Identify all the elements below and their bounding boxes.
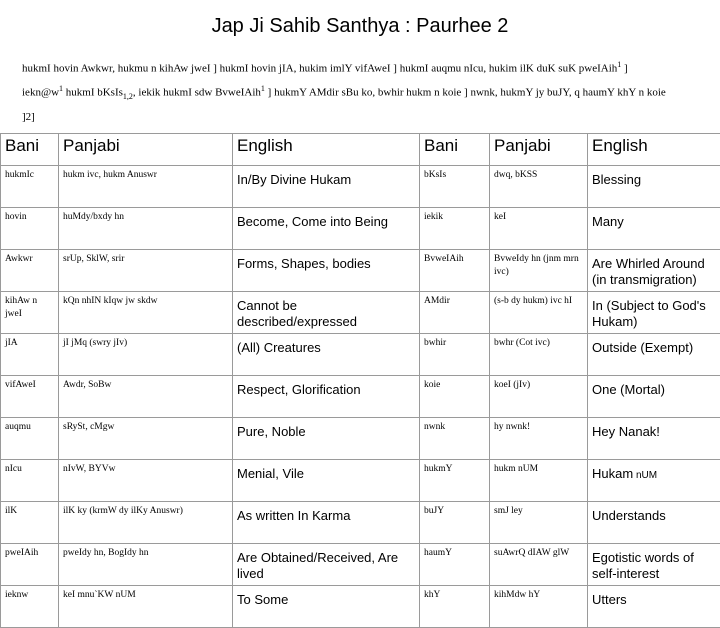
english-1-cell-text: Cannot be described/expressed (237, 298, 357, 329)
panjabi-2-cell (490, 418, 588, 460)
panjabi-2-cell (490, 166, 588, 208)
table-row (1, 544, 720, 586)
bani-1-cell (1, 334, 59, 376)
english-2-suffix: nUM (633, 470, 657, 481)
panjabi-2-cell-text: kihMdw hY (494, 590, 540, 600)
english-1-cell-text: To Some (237, 592, 288, 607)
panjabi-1-cell (59, 208, 233, 250)
bani-1-cell-text: hukmIc (5, 170, 34, 180)
bani-1-cell-text: nIcu (5, 464, 22, 474)
header-panjabi-1: Panjabi (59, 134, 233, 166)
bani-1-cell (1, 376, 59, 418)
table-row (1, 460, 720, 502)
verse-superscript: 1 (617, 60, 621, 69)
panjabi-1-cell (59, 544, 233, 586)
english-2-cell-text: Many (592, 214, 624, 229)
page-title: Jap Ji Sahib Santhya : Paurhee 2 (0, 14, 720, 38)
panjabi-2-cell (490, 544, 588, 586)
bani-2-cell (420, 376, 490, 418)
bani-2-cell (420, 292, 490, 334)
bani-2-cell (420, 460, 490, 502)
bani-2-cell (420, 334, 490, 376)
panjabi-2-cell (490, 334, 588, 376)
english-2-cell-text: Utters (592, 592, 627, 607)
panjabi-2-cell-text: keI (494, 212, 506, 222)
verse-subscript: 1,2 (123, 92, 133, 101)
bani-1-cell (1, 208, 59, 250)
bani-2-cell (420, 544, 490, 586)
bani-2-cell-text: AMdir (424, 296, 450, 306)
panjabi-1-cell (59, 166, 233, 208)
bani-1-cell-text: Awkwr (5, 254, 33, 264)
bani-2-cell-text: haumY (424, 548, 452, 558)
bani-1-cell-text: hovin (5, 212, 27, 222)
verse-line-2a: iekn@w (22, 86, 59, 98)
bani-2-cell-text: nwnk (424, 422, 445, 432)
panjabi-2-cell (490, 586, 588, 628)
english-2-cell-text: In (Subject to God's Hukam) (592, 298, 706, 329)
panjabi-1-cell (59, 502, 233, 544)
header-english-1: English (233, 134, 420, 166)
table-row (1, 208, 720, 250)
bani-1-cell-text: vifAweI (5, 380, 36, 390)
header-bani-2: Bani (420, 134, 490, 166)
bani-2-cell (420, 502, 490, 544)
english-1-cell-text: (All) Creatures (237, 340, 321, 355)
english-2-cell (588, 208, 720, 250)
panjabi-2-cell (490, 292, 588, 334)
panjabi-1-cell-text: keI mnu`KW nUM (63, 590, 136, 600)
english-1-cell (233, 208, 420, 250)
bani-1-cell-text: kihAw n jweI (5, 296, 37, 319)
english-1-cell (233, 460, 420, 502)
panjabi-1-cell-text: jI jMq (swry jIv) (63, 338, 127, 348)
english-1-cell (233, 586, 420, 628)
english-1-cell-text: As written In Karma (237, 508, 350, 523)
english-2-cell-text: Hey Nanak! (592, 424, 660, 439)
verse-line-1-end: ] (621, 63, 627, 75)
bani-1-cell (1, 166, 59, 208)
table-header-row (1, 134, 720, 166)
verse-line-2d: ] hukmY AMdir sBu ko, bwhir hukm n koie ] nwnk, hukmY jy buJY, q haumY khY n koie (265, 86, 666, 98)
verse-line-2c: , iekik hukmI sdw BvweIAih (133, 86, 261, 98)
bani-1-cell (1, 460, 59, 502)
table-row (1, 250, 720, 292)
english-1-cell-text: Menial, Vile (237, 466, 304, 481)
panjabi-1-cell-text: srUp, SklW, srir (63, 254, 124, 264)
bani-1-cell (1, 544, 59, 586)
bani-1-cell (1, 292, 59, 334)
table-row (1, 376, 720, 418)
table-row (1, 502, 720, 544)
panjabi-2-cell-text: BvweIdy hn (jnm mrn ivc) (494, 254, 579, 277)
bani-2-cell (420, 250, 490, 292)
table-row (1, 334, 720, 376)
panjabi-1-cell (59, 376, 233, 418)
english-2-cell-text: Are Whirled Around (in transmigration) (592, 256, 705, 287)
panjabi-1-cell (59, 292, 233, 334)
panjabi-2-cell (490, 250, 588, 292)
english-2-cell-text: Hukam (592, 466, 633, 481)
english-1-cell-text: Respect, Glorification (237, 382, 361, 397)
english-1-cell (233, 250, 420, 292)
panjabi-1-cell-text: Awdr, SoBw (63, 380, 111, 390)
panjabi-2-cell (490, 460, 588, 502)
english-2-cell (588, 544, 720, 586)
bani-1-cell-text: ilK (5, 506, 17, 516)
table-row (1, 418, 720, 460)
bani-2-cell-text: hukmY (424, 464, 453, 474)
english-1-cell (233, 544, 420, 586)
english-2-cell-text: Blessing (592, 172, 641, 187)
panjabi-2-cell (490, 376, 588, 418)
english-1-cell-text: Pure, Noble (237, 424, 306, 439)
english-1-cell (233, 376, 420, 418)
english-1-cell-text: Become, Come into Being (237, 214, 388, 229)
panjabi-1-cell (59, 334, 233, 376)
english-2-cell (588, 502, 720, 544)
panjabi-2-cell-text: smJ ley (494, 506, 523, 516)
panjabi-1-cell-text: kQn nhIN kIqw jw skdw (63, 296, 157, 306)
english-1-cell (233, 418, 420, 460)
english-1-cell-text: Forms, Shapes, bodies (237, 256, 371, 271)
english-2-cell (588, 376, 720, 418)
header-bani-1: Bani (1, 134, 59, 166)
verse-line-1: hukmI hovin Awkwr, hukmu n kihAw jweI ] hukmI hovin jIA, hukim imlY vifAweI ] hukmI auqmu nIcu, hukim ilK duK suK pweIAih (22, 63, 617, 75)
panjabi-2-cell-text: (s-b dy hukm) ivc hI (494, 296, 572, 306)
bani-1-cell-text: auqmu (5, 422, 31, 432)
bani-2-cell-text: iekik (424, 212, 443, 222)
english-1-cell (233, 502, 420, 544)
bani-1-cell (1, 418, 59, 460)
english-2-cell (588, 250, 720, 292)
panjabi-2-cell-text: koeI (jIv) (494, 380, 530, 390)
bani-1-cell-text: pweIAih (5, 548, 38, 558)
panjabi-1-cell-text: ilK ky (krmW dy ilKy Anuswr) (63, 506, 183, 516)
table-row (1, 292, 720, 334)
verse-text (22, 55, 704, 127)
panjabi-1-cell-text: nIvW, BYVw (63, 464, 115, 474)
bani-2-cell-text: bwhir (424, 338, 446, 348)
panjabi-1-cell (59, 418, 233, 460)
header-panjabi-2: Panjabi (490, 134, 588, 166)
panjabi-2-cell (490, 502, 588, 544)
english-1-cell-text: In/By Divine Hukam (237, 172, 351, 187)
english-2-cell (588, 166, 720, 208)
table-row (1, 586, 720, 628)
bani-2-cell-text: BvweIAih (424, 254, 464, 264)
english-2-cell (588, 292, 720, 334)
bani-1-cell (1, 502, 59, 544)
panjabi-1-cell-text: hukm ivc, hukm Anuswr (63, 170, 157, 180)
header-english-2: English (588, 134, 720, 166)
bani-2-cell-text: koie (424, 380, 440, 390)
english-2-cell (588, 334, 720, 376)
bani-1-cell (1, 250, 59, 292)
bani-2-cell (420, 586, 490, 628)
bani-2-cell (420, 418, 490, 460)
english-2-cell-text: Outside (Exempt) (592, 340, 693, 355)
bani-2-cell-text: khY (424, 590, 440, 600)
panjabi-2-cell-text: hukm nUM (494, 464, 538, 474)
english-1-cell-text: Are Obtained/Received, Are lived (237, 550, 398, 581)
english-1-cell (233, 166, 420, 208)
vocabulary-table (0, 133, 720, 628)
english-2-cell (588, 418, 720, 460)
english-2-cell (588, 460, 720, 502)
panjabi-1-cell (59, 460, 233, 502)
table-row (1, 166, 720, 208)
english-2-cell (588, 586, 720, 628)
verse-line-2b: hukmI bKsIs (63, 86, 123, 98)
english-1-cell (233, 292, 420, 334)
verse-line-3: ]2] (22, 111, 35, 123)
verse-superscript: 1 (59, 84, 63, 93)
bani-2-cell (420, 208, 490, 250)
panjabi-1-cell (59, 250, 233, 292)
panjabi-2-cell-text: suAwrQ dIAW glW (494, 548, 569, 558)
panjabi-2-cell-text: bwhr (Cot ivc) (494, 338, 550, 348)
english-1-cell (233, 334, 420, 376)
english-2-cell-text: Egotistic words of self-interest (592, 550, 694, 581)
bani-1-cell-text: jIA (5, 338, 18, 348)
english-2-cell-text: One (Mortal) (592, 382, 665, 397)
bani-1-cell-text: ieknw (5, 590, 28, 600)
bani-1-cell (1, 586, 59, 628)
panjabi-1-cell-text: sRySt, cMgw (63, 422, 114, 432)
verse-superscript: 1 (261, 84, 265, 93)
bani-2-cell-text: bKsIs (424, 170, 446, 180)
bani-2-cell-text: buJY (424, 506, 444, 516)
panjabi-2-cell-text: dwq, bKSS (494, 170, 537, 180)
english-2-cell-text: Understands (592, 508, 666, 523)
panjabi-1-cell-text: huMdy/bxdy hn (63, 212, 124, 222)
panjabi-2-cell (490, 208, 588, 250)
panjabi-1-cell (59, 586, 233, 628)
panjabi-2-cell-text: hy nwnk! (494, 422, 530, 432)
bani-2-cell (420, 166, 490, 208)
panjabi-1-cell-text: pweIdy hn, BogIdy hn (63, 548, 149, 558)
